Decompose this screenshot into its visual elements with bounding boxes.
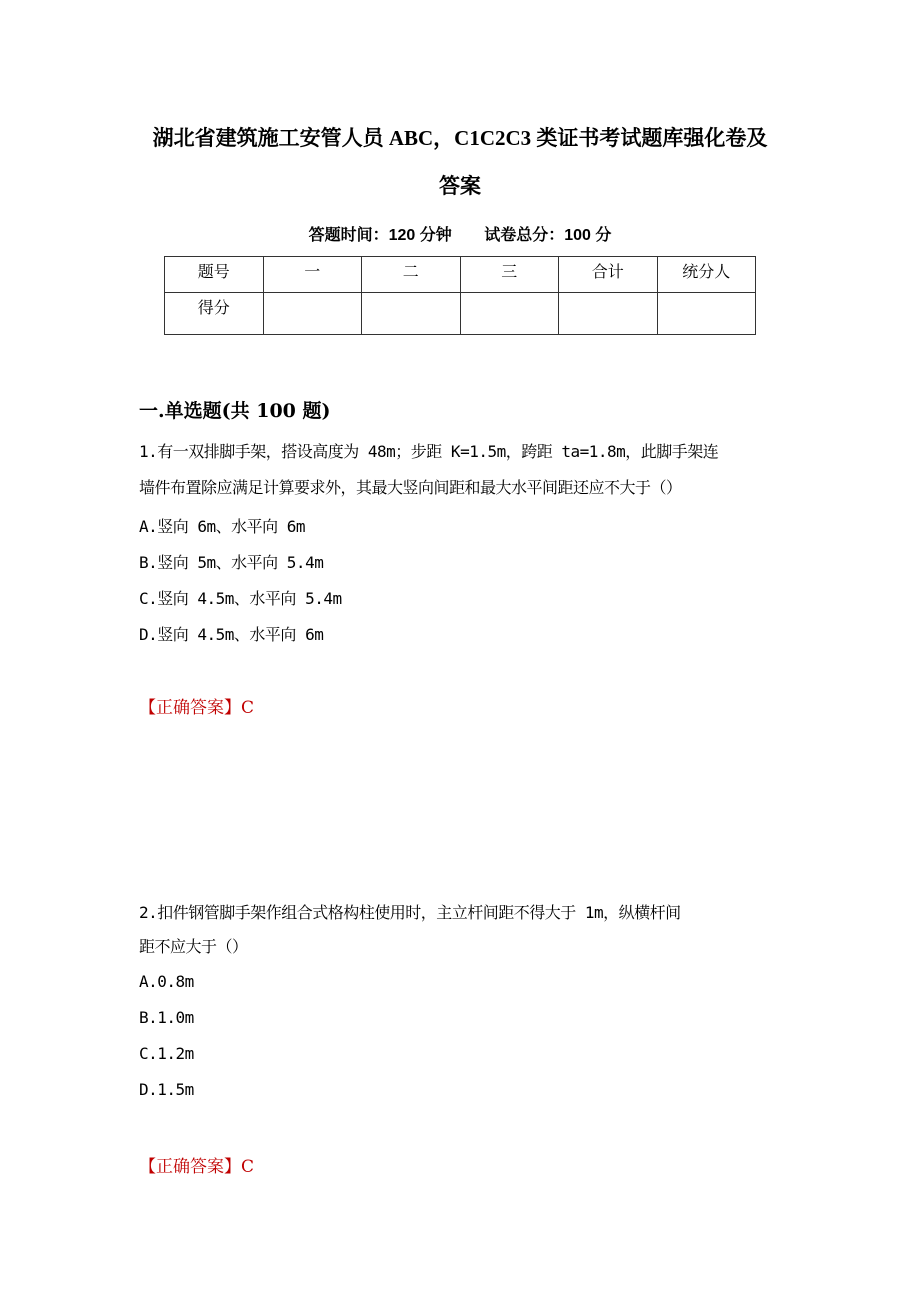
score-table-header: 三 bbox=[460, 257, 559, 293]
score-table-header: 统分人 bbox=[657, 257, 756, 293]
option-d: D.竖向 4.5m、水平向 6m bbox=[139, 625, 324, 644]
option-a: A.竖向 6m、水平向 6m bbox=[139, 517, 306, 536]
exam-time: 答题时间：120 分钟 bbox=[308, 227, 452, 244]
score-table-header: 二 bbox=[362, 257, 461, 293]
option-a: A.0.8m bbox=[139, 972, 194, 991]
document-title-line-1: 湖北省建筑施工安管人员 ABC，C1C2C3 类证书考试题库强化卷及 bbox=[152, 126, 768, 150]
score-row-label: 得分 bbox=[165, 293, 264, 335]
score-cell bbox=[460, 293, 559, 335]
correct-answer: 【正确答案】C bbox=[139, 1157, 255, 1177]
option-b: B.竖向 5m、水平向 5.4m bbox=[139, 553, 324, 572]
score-table bbox=[164, 256, 756, 335]
question-text: 墙件布置除应满足计算要求外，其最大竖向间距和最大水平间距还应不大于（） bbox=[139, 478, 682, 497]
score-table-header: 一 bbox=[263, 257, 362, 293]
question-text: 距不应大于（） bbox=[139, 937, 248, 956]
question-text: 1.有一双排脚手架，搭设高度为 48m；步距 K=1.5m，跨距 ta=1.8m，此脚手架连 bbox=[139, 442, 719, 461]
option-b: B.1.0m bbox=[139, 1008, 194, 1027]
option-d: D.1.5m bbox=[139, 1080, 194, 1099]
total-score: 试卷总分：100 分 bbox=[484, 227, 612, 244]
document-title-line-2: 答案 bbox=[439, 174, 481, 198]
score-table-header: 题号 bbox=[165, 257, 264, 293]
question-text: 2.扣件钢管脚手架作组合式格构柱使用时，主立杆间距不得大于 1m，纵横杆间 bbox=[139, 903, 681, 922]
correct-answer: 【正确答案】C bbox=[139, 698, 255, 718]
exam-meta bbox=[0, 222, 920, 245]
score-cell bbox=[362, 293, 461, 335]
option-c: C.竖向 4.5m、水平向 5.4m bbox=[139, 589, 342, 608]
score-table-header: 合计 bbox=[559, 257, 658, 293]
score-cell bbox=[559, 293, 658, 335]
score-cell bbox=[263, 293, 362, 335]
option-c: C.1.2m bbox=[139, 1044, 194, 1063]
score-cell bbox=[657, 293, 756, 335]
section-heading: 一.单选题(共 100 题) bbox=[139, 400, 331, 422]
